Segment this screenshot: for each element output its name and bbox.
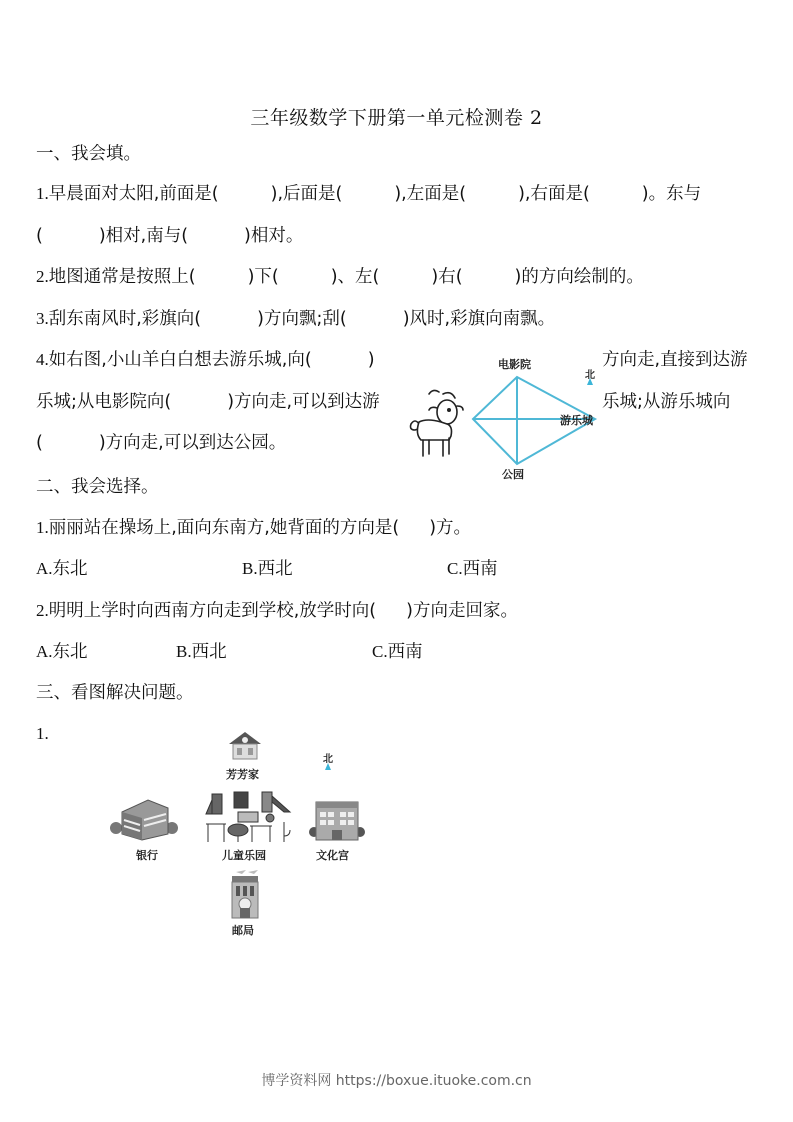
house-icon bbox=[227, 730, 263, 760]
culture-palace-icon bbox=[308, 800, 366, 842]
label-cinema: 电影院 bbox=[498, 358, 531, 371]
bank-building-icon bbox=[108, 798, 180, 842]
s2-q2-option-b[interactable]: B.西北 bbox=[176, 642, 227, 662]
s1-question-4-line2: 乐城;从电影院向( )方向走,可以到达游 bbox=[36, 392, 380, 412]
label-post-office: 邮局 bbox=[232, 924, 254, 937]
s1-question-1-cont: ( )相对,南与( )相对。 bbox=[36, 226, 304, 246]
section1-heading: 一、我会填。 bbox=[36, 144, 141, 164]
s2-q2-option-a[interactable]: A.东北 bbox=[36, 642, 88, 662]
s3-question-1-number: 1. bbox=[36, 724, 49, 743]
label-culture-palace: 文化宫 bbox=[316, 849, 349, 862]
north-arrow-icon bbox=[325, 763, 331, 770]
town-map-figure bbox=[100, 728, 380, 943]
north-label: 北 bbox=[323, 754, 333, 765]
post-office-icon bbox=[228, 870, 262, 920]
label-park: 公园 bbox=[502, 468, 524, 481]
section3-heading: 三、看图解决问题。 bbox=[36, 683, 194, 703]
s1-question-4-line1: 4.如右图,小山羊白白想去游乐城,向( ) bbox=[36, 350, 375, 370]
north-arrow-icon bbox=[587, 378, 593, 385]
question-number: 2. bbox=[36, 601, 49, 620]
s2-q1-option-a[interactable]: A.东北 bbox=[36, 559, 88, 579]
playground-icon bbox=[204, 790, 294, 844]
s2-question-1: 1.丽丽站在操场上,面向东南方,她背面的方向是( )方。 bbox=[36, 518, 472, 538]
question-number: 3. bbox=[36, 309, 49, 328]
question-number: 1. bbox=[36, 184, 49, 203]
s1-question-1: 1.早晨面对太阳,前面是( ),后面是( ),左面是( ),右面是( )。东与 bbox=[36, 184, 702, 204]
label-bank: 银行 bbox=[136, 849, 158, 862]
s1-question-2: 2.地图通常是按照上( )下( )、左( )右( )的方向绘制的。 bbox=[36, 267, 644, 287]
question-number: 4. bbox=[36, 350, 49, 369]
footer-watermark: 博学资料网 https://boxue.ituoke.com.cn bbox=[261, 1073, 532, 1089]
s2-q1-option-b[interactable]: B.西北 bbox=[242, 559, 293, 579]
goat-icon bbox=[407, 388, 467, 460]
section2-heading: 二、我会选择。 bbox=[36, 477, 159, 497]
label-fangfang-home: 芳芳家 bbox=[226, 768, 259, 781]
s2-question-2: 2.明明上学时向西南方向走到学校,放学时向( )方向走回家。 bbox=[36, 601, 518, 621]
label-childrens-park: 儿童乐园 bbox=[222, 849, 266, 862]
s1-question-4-right2: 乐城;从游乐城向 bbox=[602, 392, 731, 412]
s2-q1-option-c[interactable]: C.西南 bbox=[447, 559, 498, 579]
question-number: 2. bbox=[36, 267, 49, 286]
s2-q2-option-c[interactable]: C.西南 bbox=[372, 642, 423, 662]
s1-question-3: 3.刮东南风时,彩旗向( )方向飘;刮( )风时,彩旗向南飘。 bbox=[36, 309, 556, 329]
question-number: 1. bbox=[36, 518, 49, 537]
label-amusement-city: 游乐城 bbox=[560, 414, 593, 427]
north-label: 北 bbox=[585, 370, 595, 381]
direction-diagram bbox=[405, 350, 605, 485]
s1-question-4-line3: ( )方向走,可以到达公园。 bbox=[36, 433, 287, 453]
s1-question-4-right1: 方向走,直接到达游 bbox=[602, 350, 748, 370]
page-title: 三年级数学下册第一单元检测卷 2 bbox=[250, 107, 543, 129]
